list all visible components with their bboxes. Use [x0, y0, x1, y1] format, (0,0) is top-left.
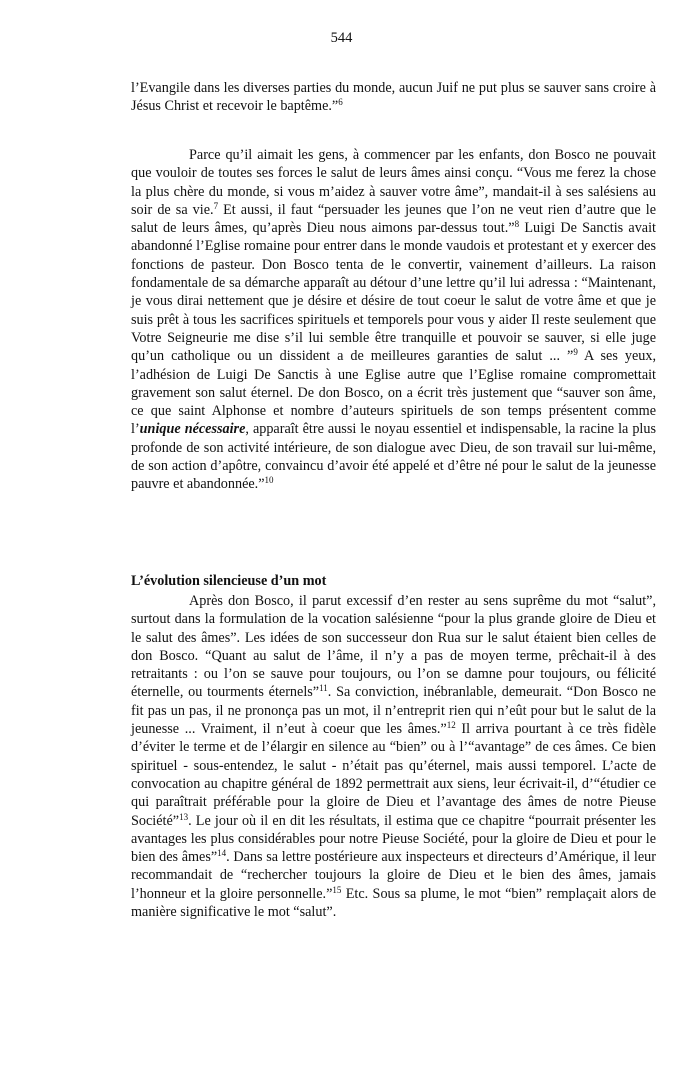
paragraph-2-text-a: Parce qu’il aimait les gens, à commencer par les enfants, don Bosco ne pouvait que vouloir de toutes ses forces le salut de leurs âmes ainsi conçu. “Vous me ferez la chose la plus chère du monde, si vous m’aidez à sauver votre âme”, mandait-il à ses salésiens au soir de sa vie. — [131, 147, 656, 218]
paragraph-3-text-a: Après don Bosco, il parut excessif d’en rester au sens suprême du mot “salut”, surtout dans la formulation de la vocation salésienne “pour la plus grande gloire de Dieu et le salut des âmes”. Les idées de son successeur don Rua sur le salut étaient bien celles de don Bosco. “Quant au salut de l’âme, il n’y a pas de moyen terme, prêchait-il à des retraitants : ou l’on se sauve pour toujours, ou l’on se damne pour toujours, ou félicité éternelle, ou tourments éternels” — [131, 593, 656, 701]
section-heading: L’évolution silencieuse d’un mot — [131, 573, 327, 589]
paragraph-3-text-b: . Sa conviction, inébranlable, demeurait. “Don Bosco ne fit pas un pas, il ne prononça pas un mot, il n’entreprit rien qui n’eût pour but le salut de la jeunesse ... Vraiment, il n’eut à coeur que les âmes.” — [131, 684, 656, 738]
footnote-ref-12: 12 — [446, 720, 456, 731]
paragraph-2 — [131, 146, 656, 494]
paragraph-2-text-e: , apparaît être aussi le noyau essentiel et indispensable, la racine la plus profonde de son activité intérieure, de son dialogue avec Dieu, de son travail sur lui-même, de son action d’apôtre, convaincu d’avoir été appelé et d’être né pour le salut de la jeunesse pauvre et abandonnée.” — [131, 421, 656, 493]
paragraph-3-text-e: . Dans sa lettre postérieure aux inspecteurs et directeurs d’Amérique, il leur recommandait de “rechercher toujours la gloire de Dieu et le bien des âmes, jamais l’honneur et la gloire personnelle.” — [131, 849, 656, 902]
footnote-ref-10: 10 — [264, 475, 274, 486]
paragraph-3-text-d: . Le jour où il en dit les résultats, il estima que ce chapitre “pourrait présenter les avantages les plus considérables pour notre Pieuse Société, pour la gloire de Dieu et pour le bien des âmes” — [131, 812, 656, 866]
paragraph-3-text-f: Etc. Sous sa plume, le mot “bien” remplaçait alors de manière significative le mot “salut”. — [131, 885, 656, 921]
footnote-ref-6: 6 — [338, 97, 343, 108]
paragraph-3 — [131, 592, 656, 921]
paragraph-3-text-c: Il arriva pourtant à ce très fidèle d’éviter le terme et de l’élargir en silence au “bien” ou à l’“avantage” de ces âmes. Ce bien spirituel - sous-entendez, le salut - n’était pas qu’éternel, mais aussi temporel. L’acte de convocation au chapitre général de 1892 permettrait aux siens, leur écrivait-il, d’“étudier ce qui paraîtrait préférable pour la gloire de Dieu et l’avantage des âmes de notre Pieuse Société” — [131, 721, 656, 829]
page-number: 544 — [330, 30, 353, 46]
footnote-ref-7: 7 — [213, 200, 219, 211]
emphasis-unique-necessaire: unique nécessaire — [139, 421, 246, 438]
paragraph-2-text-b: Et aussi, il faut “persuader les jeunes que l’on ne veut rien d’autre que le salut de leurs âmes, qu’après Dieu nous aimons par-dessus tout.” — [131, 201, 656, 237]
paragraph-2-text-d: A ses yeux, l’adhésion de Luigi De Sanctis à une Eglise autre que l’Eglise romaine compromettait gravement son salut éternel. De don Bosco, on a écrit très justement que “sauver son âme, ce que saint Alphonse et nombre d’auteurs spirituels de son temps présentent comme l’ — [131, 348, 656, 438]
footnote-ref-13: 13 — [179, 811, 189, 822]
footnote-ref-8: 8 — [514, 219, 520, 230]
footnote-ref-9: 9 — [573, 347, 578, 358]
paragraph-1-text: l’Evangile dans les diverses parties du monde, aucun Juif ne put plus se sauver sans croire à Jésus Christ et recevoir le baptême.” — [131, 80, 656, 115]
footnote-ref-14: 14 — [217, 848, 227, 859]
footnote-ref-11: 11 — [319, 683, 328, 694]
paragraph-2-text-c: Luigi De Sanctis avait abandonné l’Eglise romaine pour entrer dans le monde vaudois et protestant et y exercer des fonctions de pasteur. Don Bosco tenta de le convertir, vainement d’ailleurs. La raison fondamentale de sa démarche apparaît au détour d’une lettre qu’il lui adressa : “Maintenant, je vous dirai nettement que je désire et désire de tout coeur le salut de votre âme et que je suis prêt à tous les sacrifices spirituels et temporels pour vous y aider Il reste seulement que Votre Seigneurie me dise s’il lui semble être tranquille et pouvoir se sauver, si elle juge qu’un catholique ou un dissident a de meilleures garanties de salut ... ” — [131, 220, 656, 365]
footnote-ref-15: 15 — [332, 884, 342, 895]
paragraph-1 — [131, 79, 656, 116]
